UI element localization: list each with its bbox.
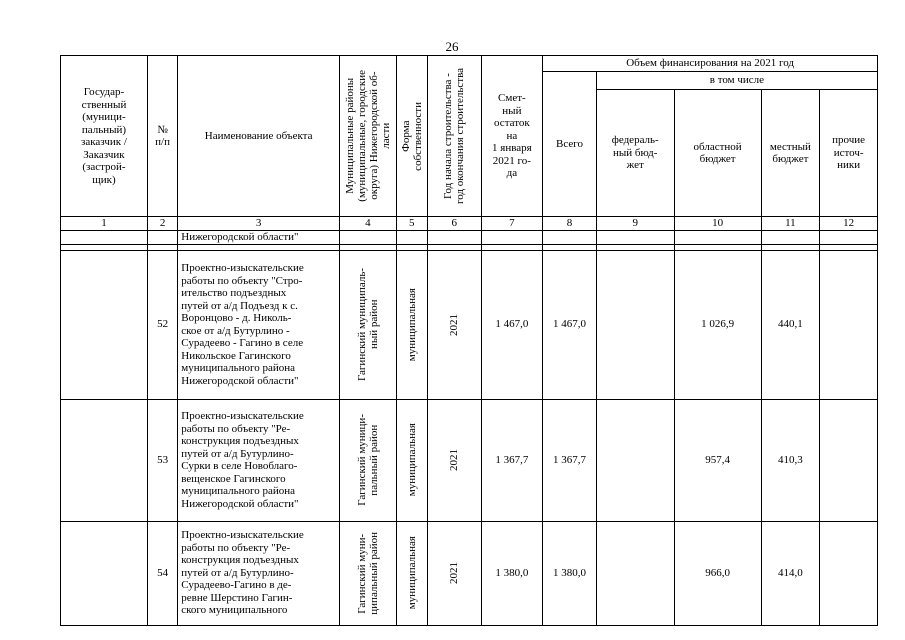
row-number: 53	[147, 399, 177, 521]
federal	[596, 399, 674, 521]
continuation-row	[61, 230, 878, 244]
table-row	[61, 399, 878, 521]
header-customer: Государ- ственный (муници- пальный) заказчик / Заказчик (застрой- щик)	[61, 56, 148, 217]
header-object-name: Наименование объекта	[178, 56, 340, 217]
header-districts-cell	[340, 56, 397, 217]
header-funding-group: Объем финансирования на 2021 год	[543, 56, 878, 72]
col-number: 9	[596, 217, 674, 231]
col-number: 11	[761, 217, 820, 231]
col-number: 1	[61, 217, 148, 231]
header-estimate: Смет- ный остаток на 1 января 2021 го- да	[481, 56, 543, 217]
estimate: 1 380,0	[481, 521, 543, 625]
page-number: 26	[445, 39, 459, 54]
regional: 957,4	[674, 399, 761, 521]
ownership: муниципальная	[405, 536, 418, 610]
local: 410,3	[761, 399, 820, 521]
object-name: Проектно-изыскательские работы по объекту "Ре- конструкция подъездных путей от а/д Бутурлино- Сурадеево-Гагино в де- ревне Шерстино Гагин- ского муниципального	[178, 521, 340, 625]
district: Гагинский муници- пальный район	[355, 414, 380, 506]
year-cell	[427, 250, 481, 399]
district: Гагинский муниципаль- ный район	[355, 267, 380, 382]
ownership-cell	[396, 250, 427, 399]
year: 2021	[448, 449, 461, 471]
district-cell	[340, 399, 397, 521]
total: 1 467,0	[543, 250, 597, 399]
federal	[596, 521, 674, 625]
header-ownership: Форма собственности	[399, 101, 424, 171]
header-federal: федераль- ный бюд- жет	[596, 90, 674, 217]
financing-table	[60, 55, 878, 626]
col-number: 12	[820, 217, 878, 231]
row-number: 52	[147, 250, 177, 399]
continuation-text: Нижегородской области"	[178, 230, 340, 244]
header-num: № п/п	[147, 56, 177, 217]
ownership: муниципальная	[405, 423, 418, 497]
regional: 1 026,9	[674, 250, 761, 399]
row-number: 54	[147, 521, 177, 625]
ownership-cell	[396, 521, 427, 625]
table-row	[61, 521, 878, 625]
district-cell	[340, 250, 397, 399]
col-number: 3	[178, 217, 340, 231]
year-cell	[427, 399, 481, 521]
header-including: в том числе	[596, 72, 877, 90]
col-number: 8	[543, 217, 597, 231]
estimate: 1 367,7	[481, 399, 543, 521]
year: 2021	[448, 313, 461, 336]
header-ownership-cell	[396, 56, 427, 217]
year-cell	[427, 521, 481, 625]
col-number: 7	[481, 217, 543, 231]
column-number-row	[61, 217, 878, 231]
other	[820, 250, 878, 399]
federal	[596, 250, 674, 399]
local: 414,0	[761, 521, 820, 625]
header-total: Всего	[543, 72, 597, 217]
local: 440,1	[761, 250, 820, 399]
total: 1 380,0	[543, 521, 597, 625]
object-name: Проектно-изыскательские работы по объекту "Стро- ительство подъездных путей от а/д Подъезд к с. Воронцово - д. Николь- ское от а/д Бутурлино - Сурадеево - Гагино в селе Никольское Гагинского муниципального района Нижегородской области"	[178, 250, 340, 399]
header-other: прочие источ- ники	[820, 90, 878, 217]
estimate: 1 467,0	[481, 250, 543, 399]
district: Гагинский муни- ципальный район	[355, 531, 380, 615]
col-number: 2	[147, 217, 177, 231]
header-years: Год начала строительства - год окончания строительства	[442, 68, 467, 204]
ownership: муниципальная	[405, 287, 418, 362]
header-districts: Муниципальные районы (муниципальные, городские округа) Нижегородской об- ласти	[343, 70, 392, 202]
other	[820, 399, 878, 521]
header-years-cell	[427, 56, 481, 217]
col-number: 6	[427, 217, 481, 231]
total: 1 367,7	[543, 399, 597, 521]
col-number: 10	[674, 217, 761, 231]
table-row	[61, 250, 878, 399]
ownership-cell	[396, 399, 427, 521]
col-number: 4	[340, 217, 397, 231]
other	[820, 521, 878, 625]
header-local: местный бюджет	[761, 90, 820, 217]
regional: 966,0	[674, 521, 761, 625]
col-number: 5	[396, 217, 427, 231]
year: 2021	[448, 562, 461, 584]
district-cell	[340, 521, 397, 625]
header-regional: областной бюджет	[674, 90, 761, 217]
object-name: Проектно-изыскательские работы по объекту "Ре- конструкция подъездных путей от а/д Бутурлино- Сурки в селе Новоблаго- вещенское Гагинского муниципального района Нижегородской области"	[178, 399, 340, 521]
